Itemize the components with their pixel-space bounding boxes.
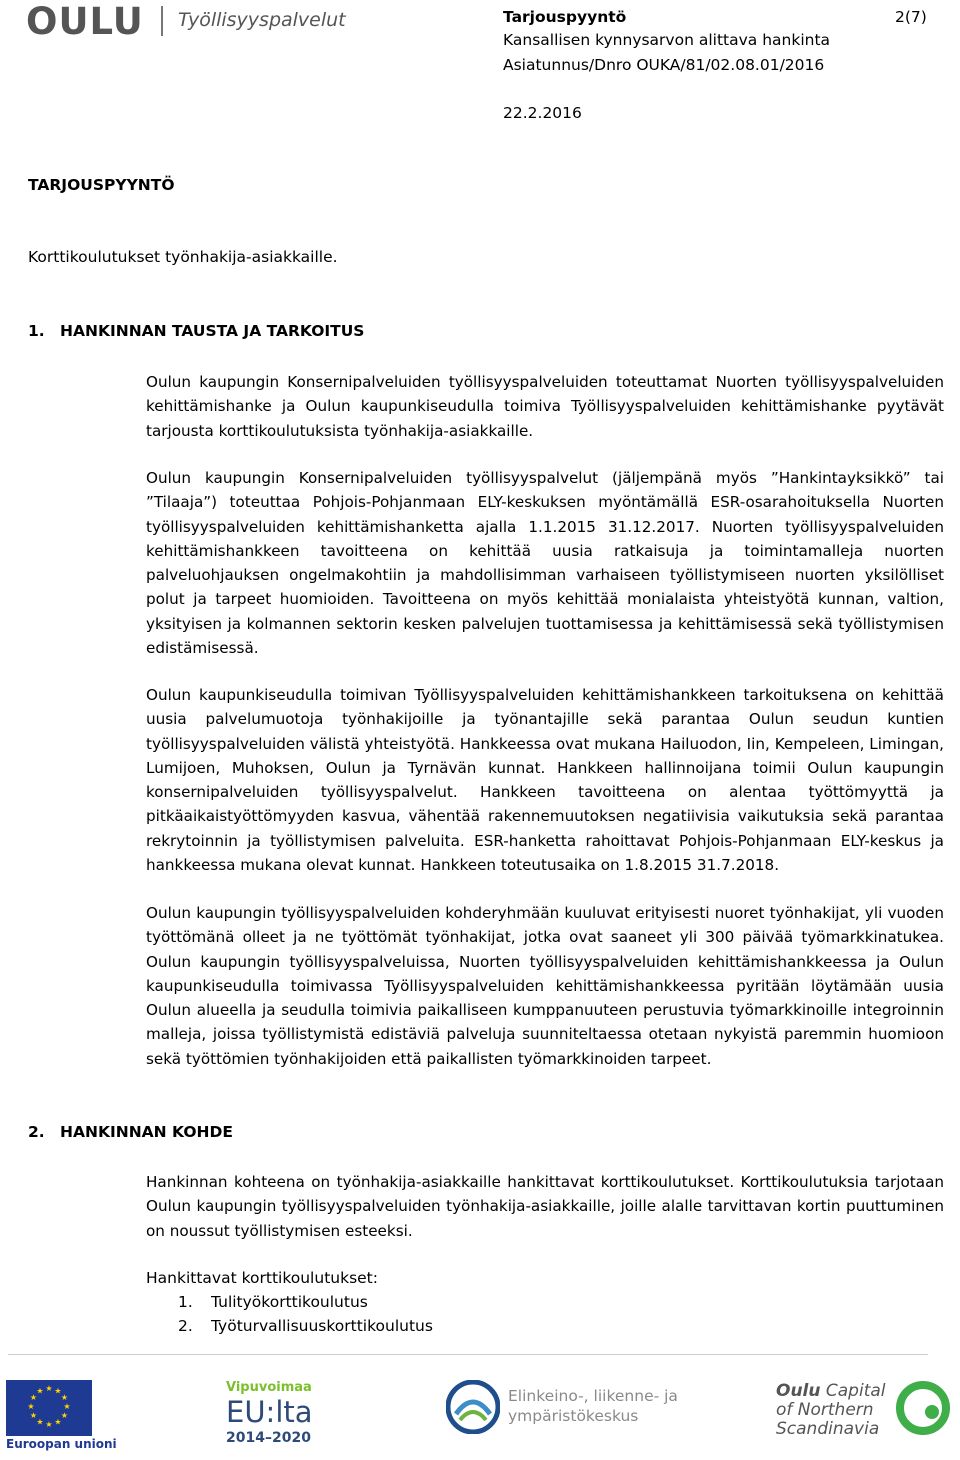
- section-2-paragraph-1: Hankinnan kohteena on työnhakija-asiakkaille hankittavat korttikoulutukset. Korttikoulutuksia tarjotaan Oulun kaupungin työllisyyspalveluiden työnhakija-asiakkaille, joille alalle tarvittavan kortin puuttuminen on noussut työllistymisen esteeksi.: [146, 1173, 944, 1240]
- header-line-case-number: Asiatunnus/Dnro OUKA/81/02.08.01/2016: [503, 56, 825, 74]
- svg-text:★: ★: [36, 1386, 44, 1396]
- svg-text:★: ★: [29, 1411, 38, 1420]
- svg-text:★: ★: [54, 1417, 62, 1427]
- section-1-paragraph-2: Oulun kaupungin Konsernipalveluiden työllisyyspalvelut (jäljempänä myös ”Hankintayksikkö” tai ”Tilaaja”) toteuttaa Pohjois-Pohjanmaan ELY-keskuksen myöntämällä ESR-osarahoituksella Nuorten työllisyyspalveluiden kehittämishanketta ajalla 1.1.2015 31.12.2017. Nuorten työllisyyspalveluiden kehittämishankkeen tavoitteena on kehittää uusia ratkaisuja ja toimintamalleja nuorten palveluohjauksen ongelmakohtiin ja mahdollisimman varhaiseen työllistymiseen nuorten yksilölliset polut ja tarpeet huomioiden. Tavoitteena on myös kehittää monialaista yhteistyötä kunnan, valtion, yksityisen ja kolmannen sektorin kesken palvelujen tuottamisessa ja kehittämisessä sekä työllistymisen edistämisessä.: [146, 469, 944, 658]
- svg-text:★: ★: [45, 1420, 53, 1429]
- vipuvoimaa-label: Vipuvoimaa: [226, 1380, 312, 1395]
- document-type: Tarjouspyyntö: [503, 8, 627, 26]
- logo-separator: [161, 6, 163, 36]
- eu-lta-label: EU:lta: [226, 1395, 313, 1429]
- oulu-capital-logo: [776, 1382, 886, 1439]
- svg-text:★: ★: [27, 1402, 35, 1411]
- ely-line-2: ympäristökeskus: [508, 1407, 639, 1425]
- footer-divider: [8, 1354, 928, 1355]
- svg-text:★: ★: [54, 1386, 62, 1396]
- eu-flag-icon: [6, 1380, 92, 1436]
- section-1-heading: HANKINNAN TAUSTA JA TARKOITUS: [60, 322, 365, 340]
- eu-label: Euroopan unioni: [6, 1437, 117, 1451]
- list-intro: Hankittavat korttikoulutukset:: [146, 1269, 378, 1287]
- ely-centre-logo-icon: [446, 1380, 500, 1434]
- header-date: 22.2.2016: [503, 104, 582, 122]
- svg-text:★: ★: [63, 1402, 71, 1411]
- ely-centre-name: [508, 1386, 678, 1426]
- oulu-word: Oulu: [776, 1381, 821, 1401]
- section-1-paragraph-4: Oulun kaupungin työllisyyspalveluiden kohderyhmään kuuluvat erityisesti nuoret työnhakijat, yli vuoden työttömänä olleet ja ne työttömät työnhakijat, jotka ovat saaneet yli 300 päivää työmarkkinatukea. Oulun kaupungin työllisyyspalveluissa, Nuorten työllisyyspalveluiden kehittämishankkeessa ja Oulun kaupunkiseudulla toimivassa Työllisyyspalveluiden kehittämishankkeessa pyritään löytämään uusia Oulun alueella ja seudulla toimivia paikalliseen kumppanuuteen perustuvia työmarkkinoille integroinnin malleja, joissa työllistymistä edistäviä palveluja suunniteltaessa otetaan nykyistä paremmin huomioon sekä työttömien työnhakijoiden että paikallisten työmarkkinoiden tarpeet.: [146, 904, 944, 1068]
- page-title: TARJOUSPYYNTÖ: [28, 176, 175, 194]
- list-item-safety-card: Työturvallisuuskorttikoulutus: [211, 1317, 433, 1335]
- program-years: 2014–2020: [226, 1430, 311, 1446]
- svg-text:★: ★: [36, 1417, 44, 1427]
- section-1-number: 1.: [28, 322, 45, 340]
- svg-text:★: ★: [29, 1393, 38, 1402]
- page-number: 2(7): [895, 8, 927, 26]
- section-1-paragraph-1: Oulun kaupungin Konsernipalveluiden työllisyyspalveluiden toteuttamat Nuorten työllisyyspalveluiden kehittämishanke ja Oulun kaupunkiseudulla toimiva Työllisyyspalveluiden kehittämishanke pyytävät tarjousta korttikoulutuksista työnhakija-asiakkaille.: [146, 373, 944, 440]
- capital-word: Capital: [825, 1381, 886, 1401]
- of-northern-word: of Northern: [776, 1400, 874, 1420]
- svg-text:★: ★: [45, 1384, 53, 1393]
- logo-subtitle: Työllisyyspalvelut: [178, 9, 346, 31]
- scandinavia-word: Scandinavia: [776, 1419, 880, 1439]
- svg-text:★: ★: [60, 1411, 69, 1420]
- oulu-circle-logo-icon: [896, 1381, 950, 1435]
- list-item-number: 1.: [178, 1293, 193, 1311]
- header-line-procurement: Kansallisen kynnysarvon alittava hankinta: [503, 31, 831, 49]
- list-item-number: 2.: [178, 1317, 193, 1335]
- section-1-paragraph-3: Oulun kaupunkiseudulla toimivan Työllisyyspalveluiden kehittämishankkeen tarkoituksena on kehittää uusia palvelumuotoja työnhakijoille ja työnantajille sekä parantaa Oulun seudun kuntien työllisyyspalveluiden välistä yhteistyötä. Hankkeessa ovat mukana Hailuodon, Iin, Kempeleen, Limingan, Lumijoen, Muhoksen, Oulun ja Tyrnävän kunnat. Hankkeen hallinnoijana toimii Oulun kaupungin konsernipalveluiden työllisyyspalvelut. Hankkeen tavoitteena on alentaa työttömyyttä ja pitkäaikaistyöttömyyden kasvua, vähentää rakennemuutoksen negatiivisia vaikutuksia sekä parantaa rekrytoinnin ja työllistymisen palveluita. ESR-hanketta rahoittavat Pohjois-Pohjanmaan ELY-keskus ja hankkeessa mukana olevat kunnat. Hankkeen toteutusaika on 1.8.2015 31.7.2018.: [146, 686, 944, 875]
- section-2-heading: HANKINNAN KOHDE: [60, 1123, 233, 1141]
- ely-line-1: Elinkeino-, liikenne- ja: [508, 1387, 678, 1405]
- section-2-number: 2.: [28, 1123, 45, 1141]
- oulu-logo: OULU: [26, 0, 144, 43]
- list-item-fire-work-card: Tulityökorttikoulutus: [211, 1293, 368, 1311]
- page-subtitle: Korttikoulutukset työnhakija-asiakkaille.: [28, 248, 338, 266]
- svg-text:★: ★: [60, 1393, 69, 1402]
